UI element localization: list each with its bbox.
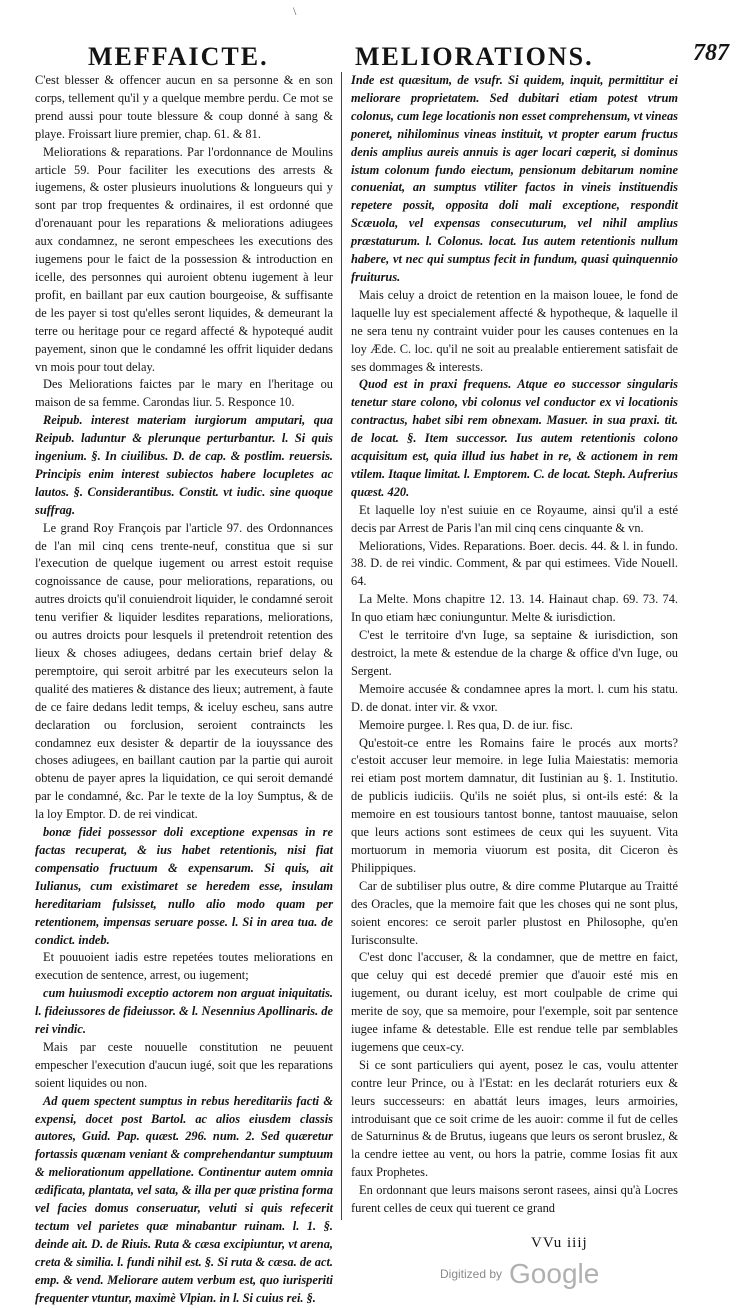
latin-paragraph: cum huiusmodi exceptio actorem non arguat iniquitatis. l. fideiussores de fideiussor. & l. Nesennius Apollinaris. de rei vindic. xyxy=(35,986,333,1037)
paragraph: Le grand Roy François par l'article 97. des Ordonnances de l'an mil cinq cens trente-neuf, constitua que si sur l'execution de quelque iugement ou arrest estoit requise cognoissance de cause, pour meliorations, reparations, ou autres droicts qu'il conuiendroit liquider, le condamné seroit tenu verifier & liquider lesdites reparations, meliorations, ou autres droicts pour lesquels il pretendroit retention des lieux & choses adiugees, dedans certain brief delay & peremptoire, qui seroit arbitré par les executeurs selon la qualité des matieres & distance des lieux; autrement, à faute de ce faire dedans ledit temps, & iceluy escheu, sans autre declaration ou forclusion, seroient contraincts les condamnez eux desister & departir de la iouyssance des choses adiugees, en baillant caution par la partie qui auroit obtenu de payer apres la liquidation, ce qui seroit demandé par le condamné, &c. Par le texte de la loy Sumptus, & de la loy Emptor. D. de rei vindicat. xyxy=(35,520,333,822)
paragraph: Memoire purgee. l. Res qua, D. de iur. fisc. xyxy=(359,717,573,732)
paragraph: Memoire accusée & condamnee apres la mort. l. cum his statu. D. de donat. inter vir. & vxor. xyxy=(351,681,678,714)
latin-paragraph: Inde est quæsitum, de vsufr. Si quidem, inquit, permittitur ei meliorare proprietatem. Sed dubitari etiam potest vtrum colonus, cum lege locationis non esset comprehensum, vt vineas poneret, nihilominus vineas instituit, vt propter earum fructus denis amplius aureis annuis is ager locari cœperit, si dominus istum colonum fundo eiectum, pensionum debitarum nomine conueniat, an sumptus vtiliter factos in vineis instituendis repetere possit, opposita doli mali exceptione, respondit Scæuola, vel expensas consecuturum, vel nihil amplius præstaturum. l. Colonus. locat. Ius autem retentionis nullum habere, vt nec qui sumptus fecit in fundum, quasi quinquennio fruiturus. xyxy=(351,73,678,284)
paragraph: Meliorations & reparations. Par l'ordonnance de Moulins article 59. Pour faciliter les executions des arrests & iugemens, & oster plusieurs inuolutions & longueurs qui y sont par trop frequentes & ordinaires, il est ordonné que d'orenauant pour les reparations & meliorations adiugees aux condamnez, ne seront empeschees les executions des iugemens pour le faict de la possession & introduction en icelle, des personnes qui auroient obtenu iugement à leur profit, en baillant par eux caution bourgeoise, & suffisante de les payer si tost qu'elles seront liquides, & demeurant la terre ou heritage pour ce regard affecté & hypotequé audit payement, sinon que le condamné les offrit liquider dedans vn mois pour tout delay. xyxy=(35,144,333,374)
latin-paragraph: Reipub. interest materiam iurgiorum amputari, qua Reipub. laduntur & plerunque perturbantur. l. Si quis ingenium. §. In ciuilibus. D. de cap. & postlim. reuersis. Principis enim interest subiectos habere locupletes ac lautos. §. Considerantibus. Constit. vt iudic. sine quoque suffrag. xyxy=(35,413,333,517)
watermark-small-text: Digitized by xyxy=(440,1267,503,1281)
paragraph: Et pouuoient iadis estre repetées toutes meliorations en execution de sentence, arrest, ou iugement; xyxy=(35,950,333,983)
google-logo: Google xyxy=(509,1258,600,1289)
latin-paragraph: Quod est in praxi frequens. Atque eo successor singularis tenetur stare colono, vbi colonus vel conductor ex vi locationis contractus, habet sibi rem obnexam. Masuer. in sua praxi. tit. de locat. §. Item successor. Ius autem retentionis colono acquisitum est, quia illud ius habet in re, & actionem in rem vtilem. Itaque limitat. l. Emptorem. C. de locat. Steph. Aufrerius quæst. 420. xyxy=(351,377,678,499)
paragraph: Et laquelle loy n'est suiuie en ce Royaume, ainsi qu'il a esté decis par Arrest de Paris l'an mil cinq cens cinquante & vn. xyxy=(351,502,678,535)
top-mark: \ xyxy=(293,4,297,18)
signature-mark: VVu iiij xyxy=(531,1235,588,1251)
paragraph: Mais celuy a droict de retention en la maison louee, le fond de laquelle luy est specialement affecté & hypotheque, & laquelle il ne sera tenu ny contraint vuider pour les causes contenues en la loy Æde. C. loc. qu'il ne soit au prealable entierement satisfait de ses dommages & interests. xyxy=(351,287,678,374)
latin-paragraph: Ad quem spectent sumptus in rebus hereditariis facti & expensi, docet post Bartol. ac alios eiusdem classis autores, Guid. Pap. quæst. 296. num. 2. Sed quæretur fortassis quænam veniant & comprehendantur sumptuum & meliorationum appellatione. Continentur autem omnia ædificata, plantata, vel sata, & illa per quæ pristina forma vel facies domus conseruatur, veluti si quis refecerit tectum vel parietes quæ minabantur ruinam. l. 1. §. deinde ait. D. de Riuis. Ruta & cæsa excipiuntur, vt arena, creta & similia. l. fundi nihil est. §. Si ruta & cæsa. de act. emp. & vend. Meliorare autem verbum est, quo iurisperiti frequenter vtuntur, maximè Vlpian. in l. Si cuius rei. §. xyxy=(35,1093,333,1305)
paragraph: C'est donc l'accuser, & la condamner, que de mettre en faict, que celuy qui est decedé premier que d'auoir esté mis en iugement, ou durant iceluy, est mort coulpable de crime qui merite de soy, que sa memoire, pour l'exemple, soit par sentence iugee infame & detestable. Elle est rendue telle par semblables iugemens que ceux-cy. xyxy=(351,950,678,1054)
left-column xyxy=(35,72,333,1305)
running-head-left: MEFFAICTE. xyxy=(88,42,269,71)
right-column xyxy=(351,72,678,1224)
paragraph: C'est le territoire d'vn Iuge, sa septaine & iurisdiction, son destroict, la mete & estendue de la charge & office d'vn Iuge, ou Sergent. xyxy=(351,628,678,678)
latin-paragraph: bonæ fidei possessor doli exceptione expensas in re factas recuperat, & ius habet retentionis, nisi fiat compensatio fructuum & expensarum. Si quis, ait Iulianus, cum existimaret se heredem esse, insulam hereditariam fulsisset, nullo alio modo quam per retentionem, impensas seruare posse. l. Si in area tua. de condict. indeb. xyxy=(35,825,333,947)
paragraph: C'est blesser & offencer aucun en sa personne & en son corps, tellement qu'il y a quelque membre perdu. Ce mot se prend aussi pour toute blessure & coup donné à sang & playe. Froissart liure premier, chap. 61. & 81. xyxy=(35,73,333,141)
paragraph: Meliorations, Vides. Reparations. Boer. decis. 44. & l. in fundo. 38. D. de rei vindic. Comment, & par qui estimees. Vide Nouell. 64. xyxy=(351,538,678,589)
column-divider xyxy=(341,72,342,1220)
paragraph: La Melte. Mons chapitre 12. 13. 14. Hainaut chap. 69. 73. 74. In quo etiam hæc coniunguntur. Melte & iurisdiction. xyxy=(351,592,678,625)
page-number: 787 xyxy=(693,40,729,66)
paragraph: Si ce sont particuliers qui ayent, posez le cas, voulu attenter contre leur Prince, ou à l'Estat: en les declarát roturiers eux & leurs successeurs: en abattát leurs images, leurs armoiries, introduisant que ce soit crime de les auoir: comme il fut de celles de Saturninus & de Brutus, iugeans que leurs os seront bruslez, & la cendre iettee au vent, ou hors la patrie, comme Iosias fit aux faux Prophetes. xyxy=(351,1057,678,1180)
paragraph: Des Meliorations faictes par le mary en l'heritage ou maison de sa femme. Carondas liur. 5. Responce 10. xyxy=(35,377,333,410)
paragraph: En ordonnant que leurs maisons seront rasees, ainsi qu'à Locres furent celles de ceux qui tuerent ce grand xyxy=(351,1183,678,1216)
paragraph: Qu'estoit-ce entre les Romains faire le procés aux morts? c'estoit accuser leur memoire. in lege Iulia Maiestatis: memoria rei etiam post mortem damnatur, dit Iustinian au §. 1. Institutio. de publicis iudiciis. Qu'ils ne soiét plus, si ont-ils esté: & la memoire en est tousiours tantost bonne, tantost mauuaise, selon que leurs actions sont estimees de ceux qui les suyuent. Vita mortuorum in memoria viuorum est posita, dit Ciceron ès Philippiques. xyxy=(351,735,678,875)
paragraph: Car de subtiliser plus outre, & dire comme Plutarque au Traitté des Oracles, que la memoire fait que les choses qui ne sont plus, soient encores: ce seroit parler plustost en Philosophe, qu'en Iurisconsulte. xyxy=(351,878,678,947)
google-watermark xyxy=(440,1258,599,1290)
running-head-right: MELIORATIONS. xyxy=(355,42,594,71)
paragraph: Mais par ceste nouuelle constitution ne peuuent empescher l'execution d'aucun iugé, soit que les reparations soient liquides ou non. xyxy=(35,1039,333,1090)
